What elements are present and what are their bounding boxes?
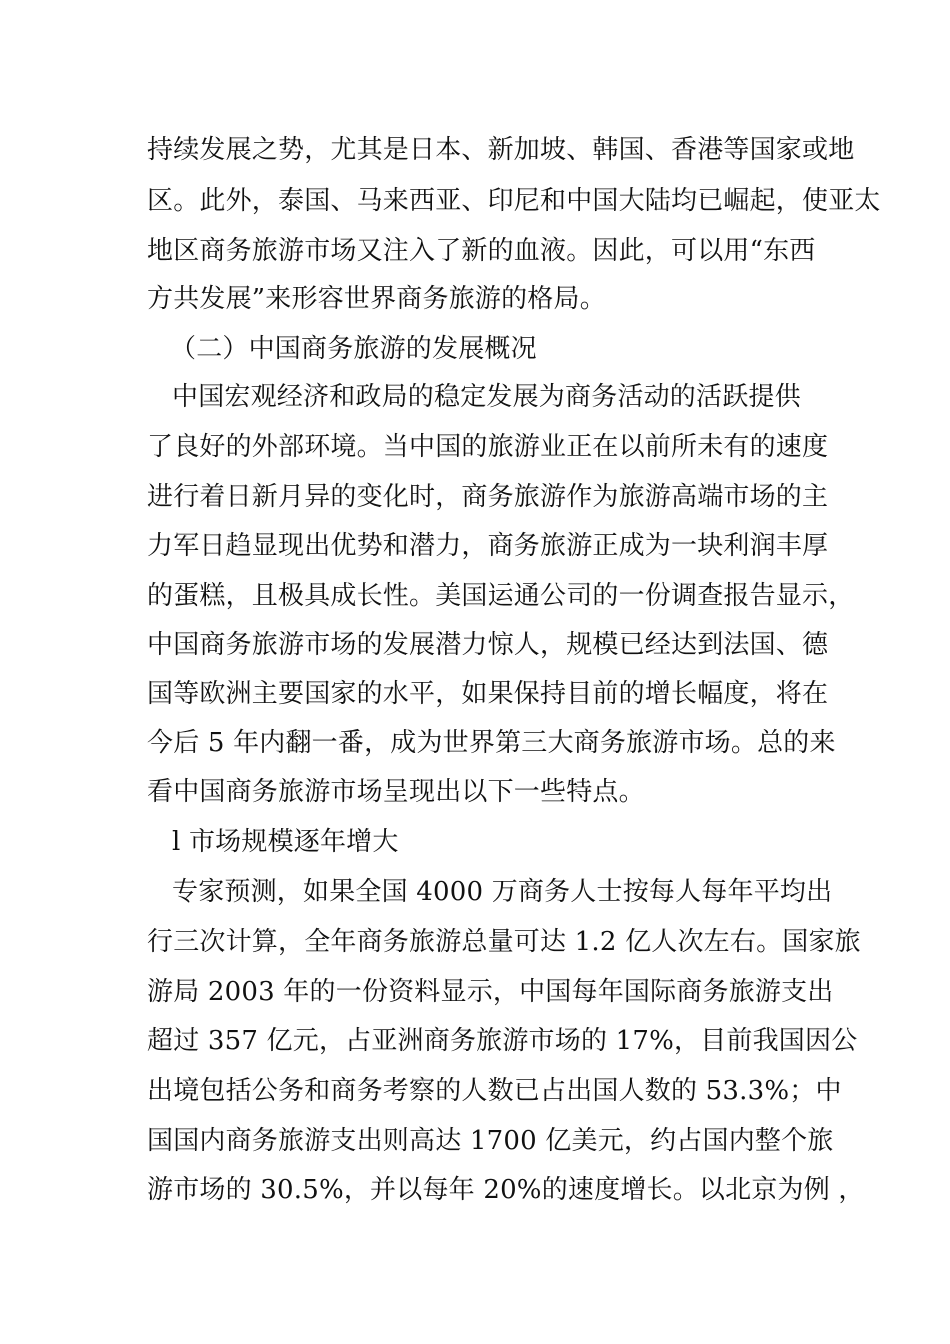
body-text-line: 区。此外，泰国、马来西亚、印尼和中国大陆均已崛起，使亚太 [147, 186, 881, 216]
body-text-line: 专家预测，如果全国 4000 万商务人士按每人每年平均出 [172, 877, 833, 907]
body-text-line: 地区商务旅游市场又注入了新的血液。因此，可以用“东西 [147, 236, 816, 266]
body-text-line: 游局 2003 年的一份资料显示，中国每年国际商务旅游支出 [147, 977, 834, 1007]
body-text-line: 看中国商务旅游市场呈现出以下一些特点。 [147, 777, 645, 807]
body-text-line: 的蛋糕，且极具成长性。美国运通公司的一份调查报告显示， [147, 581, 855, 611]
body-text-line: 中国宏观经济和政局的稳定发展为商务活动的活跃提供 [172, 382, 801, 412]
body-text-line: 进行着日新月异的变化时，商务旅游作为旅游高端市场的主 [147, 482, 829, 512]
body-text-line: 游市场的 30.5%，并以每年 20%的速度增长。以北京为例 ， [147, 1175, 865, 1205]
body-text-line: 力军日趋显现出优势和潜力，商务旅游正成为一块利润丰厚 [147, 531, 829, 561]
body-text-line: 了良好的外部环境。当中国的旅游业正在以前所未有的速度 [147, 432, 829, 462]
section-heading: （二）中国商务旅游的发展概况 [170, 334, 537, 364]
body-text-line: 方共发展”来形容世界商务旅游的格局。 [147, 284, 606, 314]
body-text-line: 超过 357 亿元，占亚洲商务旅游市场的 17%，目前我国因公 [147, 1026, 858, 1056]
body-text-line: 出境包括公务和商务考察的人数已占出国人数的 53.3%；中 [147, 1076, 842, 1106]
body-text-line: 国国内商务旅游支出则高达 1700 亿美元，约占国内整个旅 [147, 1126, 834, 1156]
body-text-line: 今后 5 年内翻一番，成为世界第三大商务旅游市场。总的来 [147, 728, 836, 758]
subheading: l 市场规模逐年增大 [172, 827, 399, 857]
body-text-line: 行三次计算，全年商务旅游总量可达 1.2 亿人次左右。国家旅 [147, 927, 861, 957]
body-text-line: 持续发展之势，尤其是日本、新加坡、韩国、香港等国家或地 [147, 135, 855, 165]
body-text-line: 国等欧洲主要国家的水平，如果保持目前的增长幅度，将在 [147, 679, 829, 709]
body-text-line: 中国商务旅游市场的发展潜力惊人，规模已经达到法国、德 [147, 630, 829, 660]
